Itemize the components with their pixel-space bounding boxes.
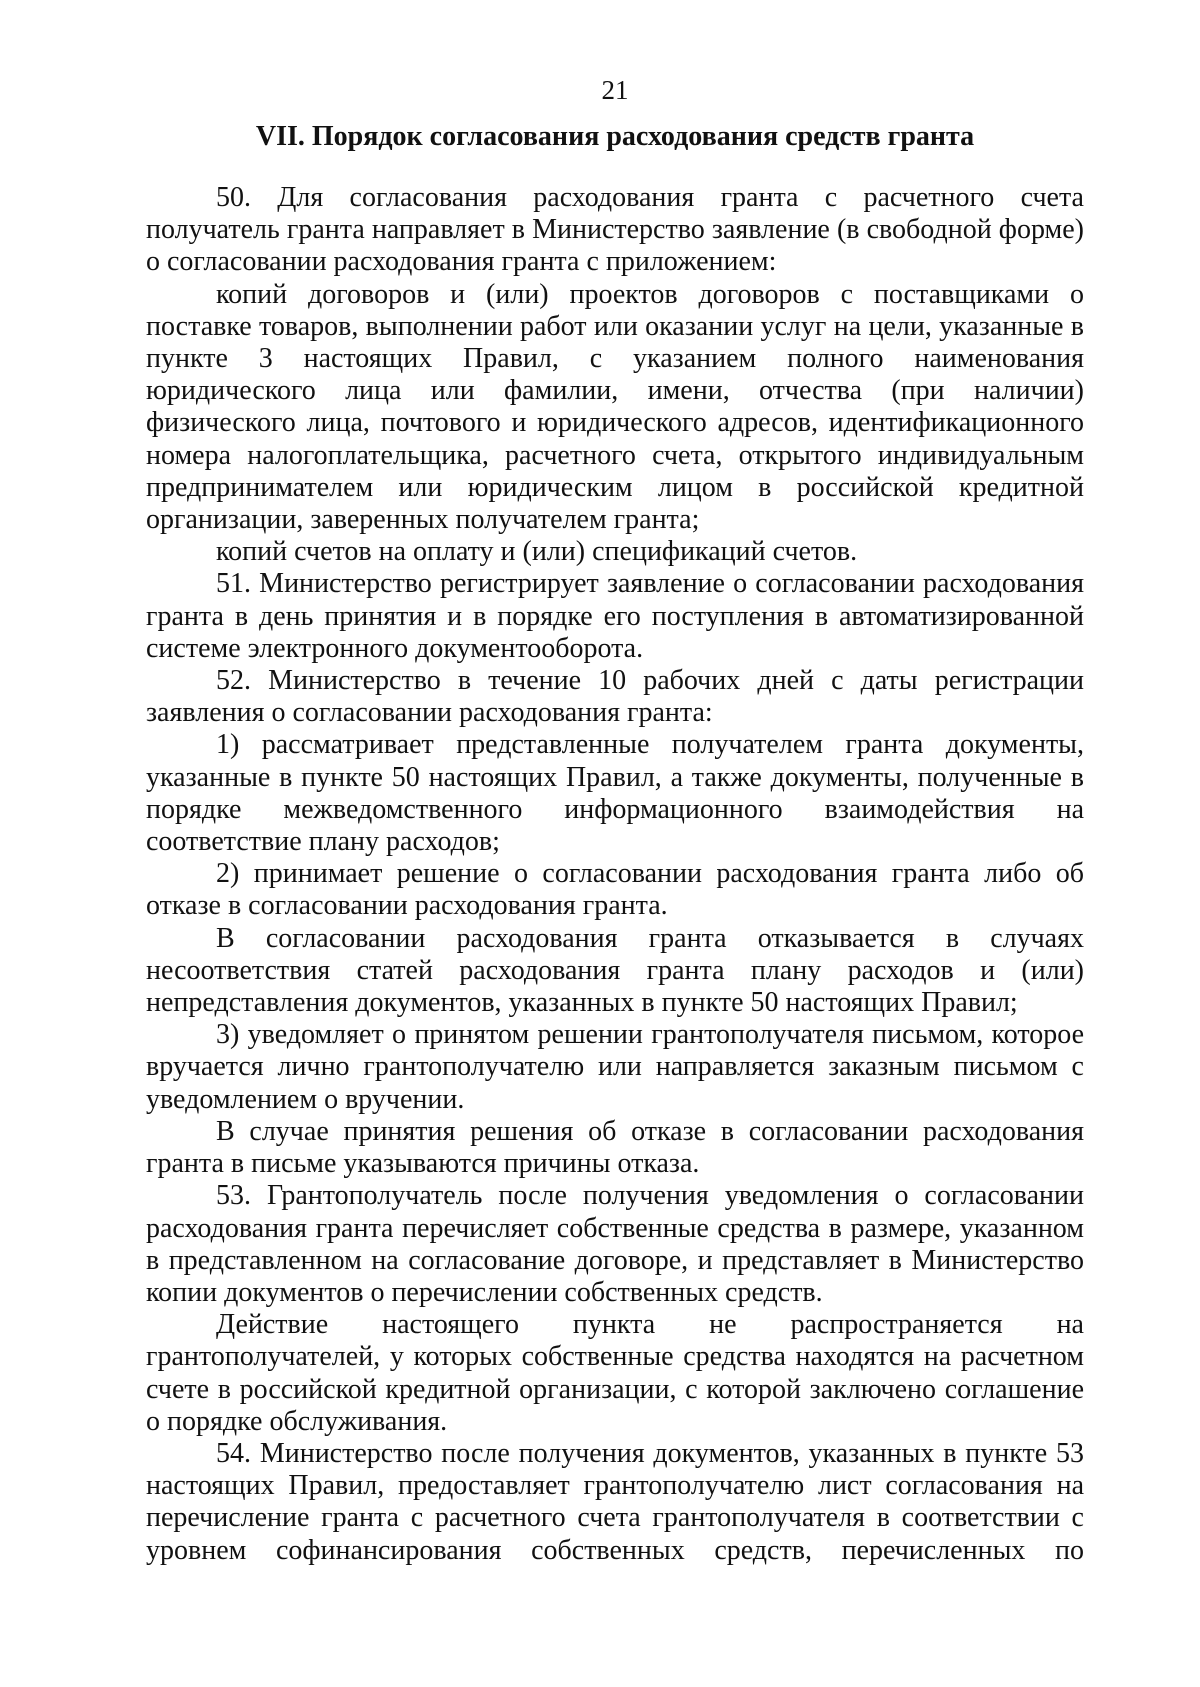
paragraph-51: 51. Министерство регистрирует заявление о согласовании расходования гранта в день принятия и в порядке его поступления в автоматизированной системе электронного документооборота. (146, 568, 1084, 664)
paragraph-50-invoices: копий счетов на оплату и (или) спецификаций счетов. (216, 536, 858, 568)
paragraph-54: 54. Министерство после получения документов, указанных в пункте 53 настоящих Правил, предоставляет грантополучателю лист согласования на перечисление гранта с расчетного счета грантополучателя в соответствии с уровнем софинансирования собственных средств, перечисленных по (146, 1437, 1084, 1566)
paragraph-52-item-3: 3) уведомляет о принятом решении грантополучателя письмом, которое вручается лично грантополучателю или направляется заказным письмом с уведомлением о вручении. (146, 1019, 1084, 1115)
paragraph-50: 50. Для согласования расходования гранта с расчетного счета получатель гранта направляет в Министерство заявление (в свободной форме) о согласовании расходования гранта с приложением: (146, 182, 1084, 278)
page-number: 21 (601, 75, 629, 105)
document-body (146, 182, 1084, 1567)
paragraph-50-contracts: копий договоров и (или) проектов договоров с поставщиками о поставке товаров, выполнении работ или оказании услуг на цели, указанные в пункте 3 настоящих Правил, с указанием полного наименования юридического лица или фамилии, имени, отчества (при наличии) физического лица, почтового и юридического адресов, идентификационного номера налогоплательщика, расчетного счета, открытого индивидуальным предпринимателем или юридическим лицом в российской кредитной организации, заверенных получателем гранта; (146, 278, 1084, 536)
paragraph-52-refusal: В согласовании расходования гранта отказывается в случаях несоответствия статей расходования гранта плану расходов и (или) непредставления документов, указанных в пункте 50 настоящих Правил; (146, 922, 1084, 1019)
paragraph-52-item-1: 1) рассматривает представленные получателем гранта документы, указанные в пункте 50 настоящих Правил, а также документы, полученные в порядке межведомственного информационного взаимодействия на соответствие плану расходов; (146, 729, 1084, 858)
paragraph-53: 53. Грантополучатель после получения уведомления о согласовании расходования гранта перечисляет собственные средства в размере, указанном в представленном на согласование договоре, и представляет в Министерство копии документов о перечислении собственных средств. (146, 1180, 1084, 1308)
paragraph-52-refusal-reasons: В случае принятия решения об отказе в согласовании расходования гранта в письме указываются причины отказа. (146, 1115, 1084, 1180)
paragraph-53-exception: Действие настоящего пункта не распространяется на грантополучателей, у которых собственные средства находятся на расчетном счете в российской кредитной организации, с которой заключено соглашение о порядке обслуживания. (146, 1309, 1084, 1437)
section-title: VII. Порядок согласования расходования средств гранта (255, 121, 975, 152)
paragraph-52-item-2: 2) принимает решение о согласовании расходования гранта либо об отказе в согласовании расходования гранта. (146, 858, 1084, 922)
paragraph-52: 52. Министерство в течение 10 рабочих дней с даты регистрации заявления о согласовании расходования гранта: (146, 665, 1084, 729)
